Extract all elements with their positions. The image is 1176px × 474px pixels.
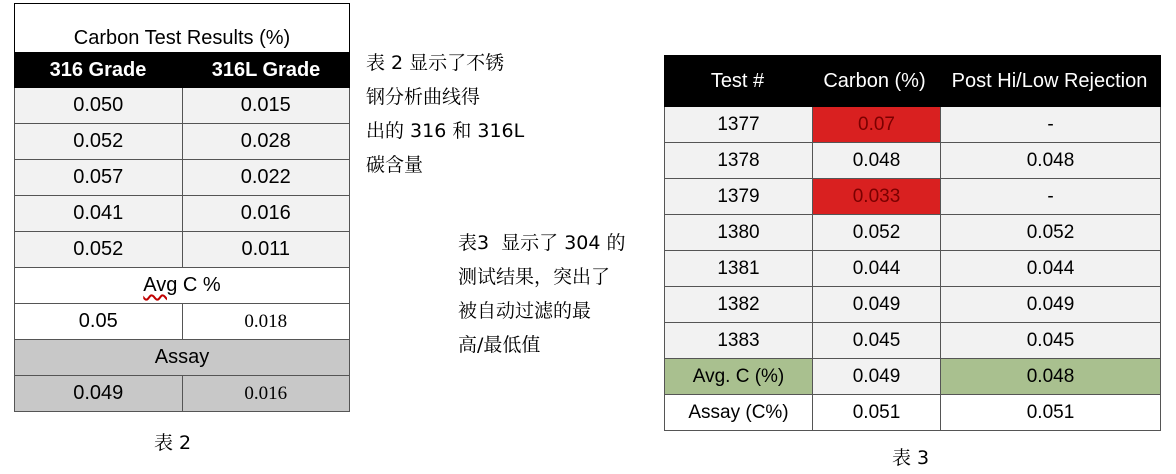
cell-test: 1380 xyxy=(717,221,760,243)
table-row xyxy=(664,179,1161,215)
cell-316: 0.050 xyxy=(73,94,124,116)
header-316l-grade: 316L Grade xyxy=(211,58,321,81)
assay-label: Assay (C%) xyxy=(688,401,789,423)
cell-test: 1382 xyxy=(717,293,760,315)
table-3-header xyxy=(664,55,1161,107)
assay-316: 0.049 xyxy=(73,382,124,404)
cell-carbon: 0.052 xyxy=(812,215,940,250)
table-row xyxy=(14,124,350,160)
paragraph-line: 测试结果，突出了 xyxy=(458,266,611,288)
paragraph-line: 钢分析曲线得 xyxy=(366,86,481,108)
cell-carbon: 0.045 xyxy=(812,323,940,358)
cell-316: 0.052 xyxy=(73,130,124,152)
avg-label-word: Avg xyxy=(143,274,178,296)
cell-post: - xyxy=(940,107,1160,142)
header-test-number: Test # xyxy=(710,69,765,92)
header-post-rejection: Post Hi/Low Rejection xyxy=(951,69,1148,92)
table-2-header xyxy=(14,52,350,88)
avg-post: 0.048 xyxy=(940,359,1160,394)
paragraph-line: 出的 316 和 316L xyxy=(366,120,525,142)
cell-316l: 0.011 xyxy=(182,232,350,267)
cell-post: 0.048 xyxy=(940,143,1160,178)
avg-316: 0.05 xyxy=(78,310,118,332)
table-2-caption: 表 2 xyxy=(154,432,192,454)
avg-row xyxy=(664,359,1161,395)
table-row xyxy=(14,196,350,232)
cell-carbon: 0.048 xyxy=(812,143,940,178)
cell-316l: 0.016 xyxy=(182,196,350,231)
cell-316: 0.041 xyxy=(73,202,124,224)
cell-test: 1383 xyxy=(717,329,760,351)
avg-carbon: 0.049 xyxy=(812,359,940,394)
table-row xyxy=(14,160,350,196)
table-row xyxy=(664,287,1161,323)
header-316-grade: 316 Grade xyxy=(49,58,147,81)
cell-test: 1377 xyxy=(717,113,760,135)
table-3 xyxy=(664,55,1161,431)
table-row xyxy=(14,232,350,268)
paragraph-table-2 xyxy=(366,46,524,182)
assay-row xyxy=(14,376,350,412)
avg-label xyxy=(14,268,350,304)
cell-carbon: 0.07 xyxy=(812,107,940,142)
cell-test: 1378 xyxy=(717,149,760,171)
assay-row xyxy=(664,395,1161,431)
paragraph-line: 表3 显示了 304 的 xyxy=(458,232,626,254)
cell-316l: 0.015 xyxy=(182,88,350,123)
cell-test: 1379 xyxy=(717,185,760,207)
cell-carbon: 0.049 xyxy=(812,287,940,322)
cell-post: 0.049 xyxy=(940,287,1160,322)
table-row xyxy=(664,143,1161,179)
table-row xyxy=(14,88,350,124)
table-3-caption: 表 3 xyxy=(892,447,930,469)
cell-post: 0.045 xyxy=(940,323,1160,358)
cell-post: 0.044 xyxy=(940,251,1160,286)
cell-carbon: 0.044 xyxy=(812,251,940,286)
cell-316: 0.057 xyxy=(73,166,124,188)
cell-carbon: 0.033 xyxy=(812,179,940,214)
paragraph-table-3 xyxy=(458,226,626,362)
paragraph-line: 被自动过滤的最 xyxy=(458,300,592,322)
table-2 xyxy=(14,3,350,412)
avg-label-unit: C % xyxy=(177,274,221,296)
cell-316l: 0.028 xyxy=(182,124,350,159)
table-2-title: Carbon Test Results (%) xyxy=(14,3,350,52)
cell-post: - xyxy=(940,179,1160,214)
header-carbon: Carbon (%) xyxy=(823,69,926,92)
assay-316l: 0.016 xyxy=(182,376,350,411)
cell-316l: 0.022 xyxy=(182,160,350,195)
cell-316: 0.052 xyxy=(73,238,124,260)
paragraph-line: 碳含量 xyxy=(366,154,424,176)
avg-316l: 0.018 xyxy=(182,304,350,339)
table-row xyxy=(664,107,1161,143)
cell-test: 1381 xyxy=(717,257,760,279)
assay-post: 0.051 xyxy=(940,395,1160,430)
cell-post: 0.052 xyxy=(940,215,1160,250)
paragraph-line: 高/最低值 xyxy=(458,334,541,356)
paragraph-line: 表 2 显示了不锈 xyxy=(366,52,505,74)
assay-carbon: 0.051 xyxy=(812,395,940,430)
table-3-body xyxy=(664,107,1161,359)
avg-row xyxy=(14,304,350,340)
avg-label: Avg. C (%) xyxy=(692,365,785,387)
assay-label: Assay xyxy=(14,340,350,376)
table-row xyxy=(664,215,1161,251)
table-row xyxy=(664,251,1161,287)
table-row xyxy=(664,323,1161,359)
